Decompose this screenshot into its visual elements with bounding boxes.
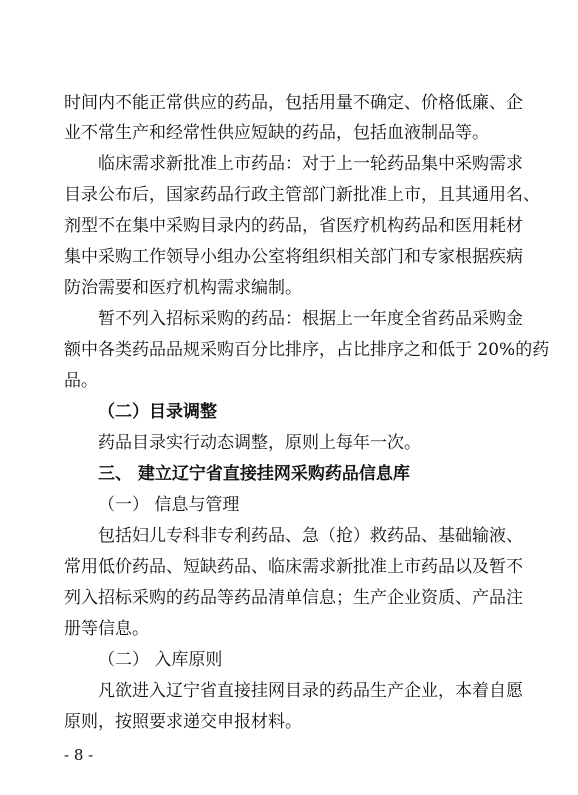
section-heading: （二）目录调整	[98, 402, 217, 422]
body-text-line: 凡欲进入辽宁省直接挂网目录的药品生产企业，本着自愿	[98, 681, 523, 701]
body-text-line: 剂型不在集中采购目录内的药品，省医疗机构药品和医用耗材	[64, 216, 523, 236]
body-text-line: 列入招标采购的药品等药品清单信息；生产企业资质、产品注	[64, 588, 523, 608]
body-text-line: 包括妇儿专科非专利药品、急（抢）救药品、基础输液、	[98, 526, 523, 546]
body-text-line: 暂不列入招标采购的药品：根据上一年度全省药品采购金	[98, 309, 523, 329]
body-text-line: 目录公布后，国家药品行政主管部门新批准上市，且其通用名、	[64, 185, 540, 205]
body-text-line: 常用低价药品、短缺药品、临床需求新批准上市药品以及暂不	[64, 557, 523, 577]
body-text-line: 时间内不能正常供应的药品，包括用量不确定、价格低廉、企	[64, 93, 523, 113]
page-number: - 8 -	[64, 746, 94, 764]
section-heading: 三、 建立辽宁省直接挂网采购药品信息库	[98, 464, 410, 484]
body-text-line: 册等信息。	[64, 619, 149, 639]
body-text-line: 原则，按照要求递交申报材料。	[64, 712, 302, 732]
body-text-line: 药品目录实行动态调整，原则上每年一次。	[98, 433, 421, 453]
body-text-line: 防治需要和医疗机构需求编制。	[64, 278, 302, 298]
section-subheading: （二） 入库原则	[98, 650, 223, 670]
body-text-line: 额中各类药品品规采购百分比排序，占比排序之和低于 20%的药	[64, 340, 550, 360]
body-text-line: 临床需求新批准上市药品：对于上一轮药品集中采购需求	[98, 154, 523, 174]
body-text-line: 品。	[64, 371, 98, 391]
body-text-line: 业不常生产和经常性供应短缺的药品，包括血液制品等。	[64, 123, 489, 143]
body-text-line: 集中采购工作领导小组办公室将组织相关部门和专家根据疾病	[64, 247, 523, 267]
section-subheading: （一） 信息与管理	[98, 495, 240, 515]
